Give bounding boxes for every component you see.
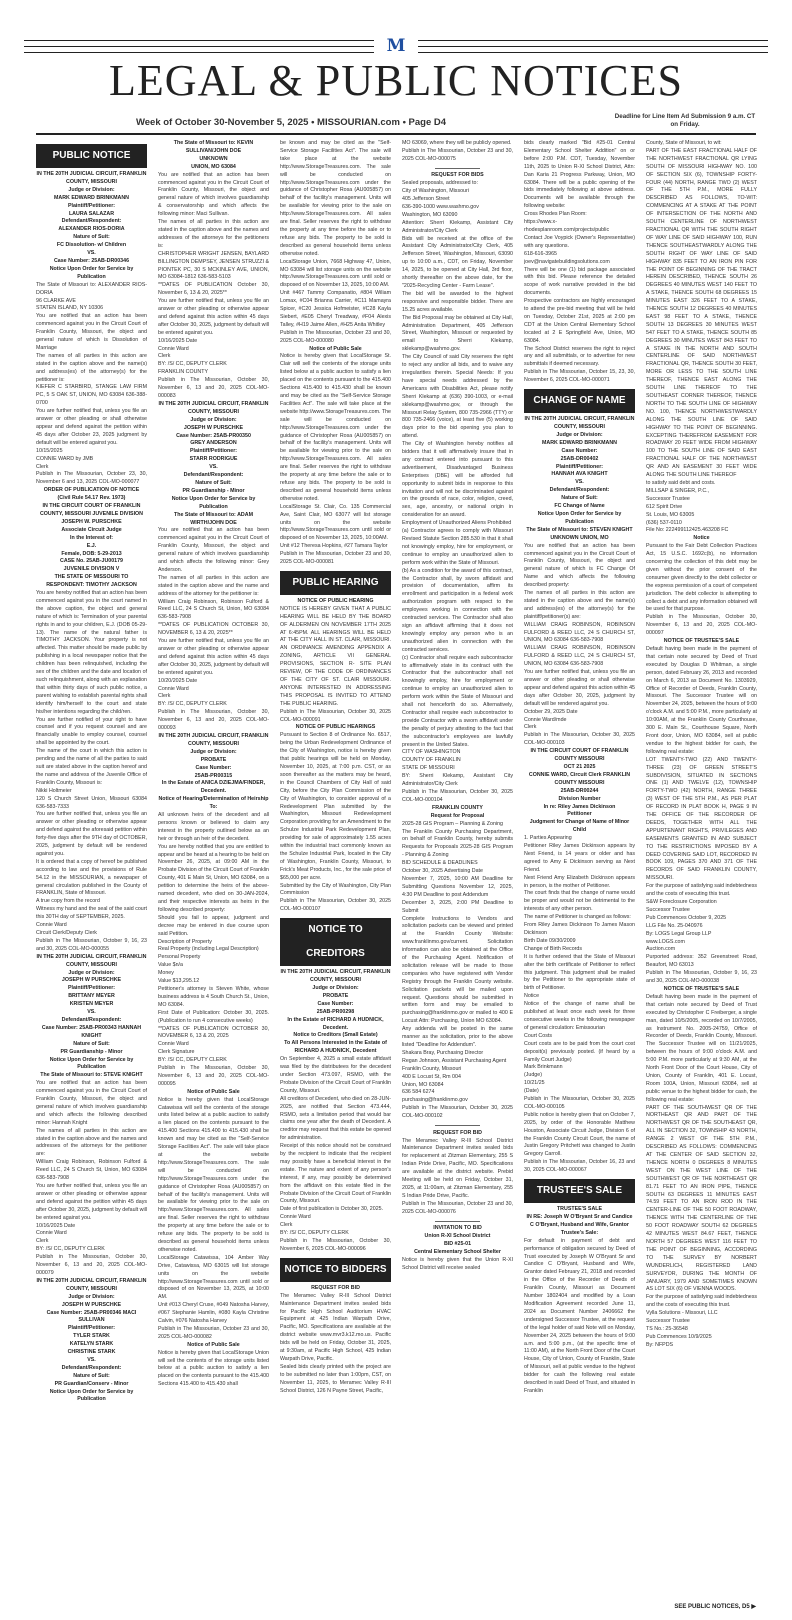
notice-column-3 — [280, 140, 391, 1598]
notice-body: Pursuant to the Fair Debt Collection Practices Act, 15 U.S.C. 1692c(b), no information concerning the collection of this debt may be given without the prior consent of the consumer given directly to the debt collector or the express permission of a court of competent jurisdiction. The debt collector is attempting to collect a debt and any information obtained will be used for that purpose. Publish in The Missourian, October 30, November 6, 13 and 20, 2025 COL-MO-000097 — [646, 543, 757, 637]
notice-body: On September 4, 2025 a small estate affidavit was filed by the distributees for the decedent under Section 473.097, RSMO, with the Probate Division of the Circuit Court of Franklin County, Missouri. All creditors of Decedent, who died on 28-JUN-2025, are notified that Section 473.444, RSMO, sets a limitation period that would bar claims one year after the death of Decedent. A creditor may request that this estate be opened for administration. Receipt of this notice should not be construed by the recipient to indicate that the recipient may possibly have a beneficial interest in the estate. The nature and extent of any person's interest, if any, may possibly be determined from the affidavit on this estate filed in the Probate Division of the Circuit Court of Franklin County, Missouri. Date of first publication is October 30, 2025. Connie Ward Clerk BY: /S/ CC, DEPUTY CLERK Publish in The Missourian, October 30, November 6, 2025 COL-MO-000096 — [280, 1056, 391, 1252]
notice-heading: NOTICE OF TRUSTEE'S SALE — [663, 638, 740, 645]
section-banner: NOTICE TO BIDDERS — [280, 1258, 391, 1282]
notice-body: You are notified that an action has been commenced against you in the Circuit Court of Franklin County, Missouri, the object and general nature of which involves guardianship and which affects the following minor: Grey Anderson. The names of all parties in this action are stated in the caption above and the name and address of the attorney for the petitioner is: William Craig Robinson, Robinson Fulford & Reed LLC, 24 S Church St, Union, MO 63084 636-583-7908 **DATES OF PUBLICATION OCTOBER 30, NOVEMBER 6, 13 & 20, 2025** You are further notified that, unless you file an answer or other pleading or otherwise appear and defend against this action within 45 days after October 30, 2025, judgment by default will be entered against you. 10/20/2025 Date Connie Ward Clerk BY: /S/ CC, DEPUTY CLERK Publish in The Missourian, October 30, November 6, 13 and 20, 2025 COL-MO-000093 — [158, 527, 269, 732]
page-title: LEGAL & PUBLIC NOTICES — [108, 56, 684, 105]
notice-heading: IN THE 20TH JUDICIAL CIRCUIT, FRANKLIN COUNTY, MISSOURI Judge or Division: JOSEPH W PURSCHKE Case Number: 25AB-PR00346 MACI SULLIVAN Plaintiff/Petitioner: TYLER STARK KATELYN STARK CHRISTINE STARK VS. Defendant/Respondent: Nature of Suit: PR Guardian/Conserv - Minor Notice Upon Order for Service by Publication — [36, 1277, 147, 1403]
notice-column-6 — [646, 140, 757, 1598]
notice-body: You are hereby notified that an action has been commenced against you in the court named in the above caption, the object and general nature of which is: Termination of your parental rights in and to your children, E.J. (DOB 05-29-13). The name of the natural father is TIMOTHY JACKSON. Your property is not affected. This matter should be made public by publishing in a local newspaper notice that the children has been relinquished, including the sex of the children and the date and location of such relinquishment, along with an explanation that within thirty days of such public notice, a parent wishing to establish parental rights shall identify him/herself to the court and state his/her intentions regarding the child/ren. You are further notified of your right to have counsel and if you request counsel and are financially unable to employ counsel, counsel shall be appointed by the court. The name of the court in which this action is pending and the name of all the parties to said suit are stated above in the caption hereof and the name and address of the Juvenile Office of Franklin County, Missouri is: Nikki Holtmeier 120 S Church Street Union, Missouri 63084 636-583-7333 You are further notified that, unless you file an answer or other pleading or otherwise appear and defend against the aforesaid petition within forty-five days after the 9TH day of OCTOBER, 2025, judgment by default will be rendered against you. It is ordered that a copy of hereof be published according to law and the provisions of Rule 54.12 in the MISSOURIAN, a newspaper of general circulation published in the County of FRANKLIN, State of Missouri. A true copy from the record Witness my hand and the seal of the said court this 30TH day of SEPTEMBER, 2025. Connie Ward Circuit Clerk/Deputy Clerk Publish in The Missourian, October 9, 16, 23 and 30, 2025 COL-MO-000055 — [36, 590, 147, 952]
notice-divider — [435, 1221, 479, 1222]
notice-heading: Notice — [693, 535, 710, 542]
notice-body: For default in payment of debt and performance of obligation secured by Deed of Trust executed by Joseph W O'Bryant Sr and Candice C O'Bryant, Husband and Wife, Grantor dated February 21, 2018 and recorded in the Office of the Recorder of Deeds of Franklin County, Missouri as Document Number 1802404 and modified by a Loan Modification Agreement recorded June 11, 2024 as Document Number 2406662 the undersigned Successor Trustee, at the request of the legal holder of said Note will on Monday, November 24, 2025 between the hours of 9:00 a.m. and 5:00 p.m., (at the specific time of 11:00 AM), at the North Front Door of the Court House, City of Union, County of Franklin, State of Missouri, sell at public vendue to the highest bidder for cash the following real estate described in said Deed of Trust, and situated in Franklin — [524, 1237, 635, 1394]
section-banner: NOTICE TO CREDITORS — [280, 918, 391, 966]
header-divider — [36, 133, 756, 135]
section-banner: CHANGE OF NAME — [524, 389, 635, 413]
notice-heading: REQUEST FOR BID — [311, 1284, 360, 1291]
notice-body: The State of Missouri to: ALEXANDER RIOS-DORIA 96 CLARKE AVE STATEN ISLAND, NY 10306 You are notified that an action has been commenced against you in the Circuit Court of Franklin County, Missouri, the object and general nature of which is Dissolution of Marriage The names of all parties in this action are stated in the caption above and the name(s) and address(es) of the attorney(s) for the petitioner is: KIEFER C STARBIRD, STANGE LAW FIRM PC, 5 S OAK ST, UNION, MO 63084 636-388-0700 You are further notified that, unless you file an answer or other pleading or shall otherwise appear and defend against the petition within 45 days after October 23, 2025 judgment by default will be entered against you. 10/15/2025 CONNIE WARD by JMB Clerk Publish in The Missourian, October 23, 30, November 6 and 13, 2025 COL-MO-000077 — [36, 281, 147, 486]
notice-heading: FRANKLIN COUNTY Request for Proposal — [430, 804, 485, 819]
notice-body: You are notified that an action has been commenced against you in the Circuit Court of Franklin County, Missouri, the object and general nature of which involves guardianship and which affects the following described minor: Hannah Knight The names of all parties in this action are stated in the caption above and the names and addresses of the attorneys for the petitioner are: William Craig Robinson, Robinson Fulford & Reed LLC, 24 S Church St, Union, MO 63084 636-583-7908 You are further notified that, unless you file an answer or other pleading or otherwise appear and defend against the petition within 45 days after October 30, 2025, judgment by default will be entered against you. 10/16/2025 Date Connie Ward Clerk BY: /S/ CC, DEPUTY CLERK Publish in The Missourian, October 30, November 6, 13 and 20, 2025 COL-MO-000079 — [36, 1080, 147, 1276]
notice-body: Notice is hereby given that the Union R-XI School District will receive sealed — [402, 1256, 513, 1271]
notice-heading: IN THE CIRCUIT COURT OF FRANKLIN COUNTY MISSOURI OCT 21 2025 CONNIE WARD, Circuit Clerk FRANKLIN COUNTY MISSOURI 25AB-DR00244 Division Number In re: Riley James Dickinson Petitioner Judgment for Change of Name of Minor Child — [528, 748, 631, 834]
notice-heading: IN THE 20TH JUDICIAL CIRCUIT, FRANKLIN COUNTY, MISSOURI Judge or Division: MARK EDWARD BRINKMANN Plaintiff/Petitioner: LAURA SALAZAR Defendant/Respondent: ALEXANDER RIOS-DORIA Nature of Suit: FC Dissolution- w/ Children VS. Case Number: 25AB-DR00346 Notice Upon Order for Service by Publication — [36, 171, 147, 280]
notice-body: be known and may be cited as the "Self-Service Storage Facilities Act". The sale will take place at the website http://www.StorageTreasures.com. The sale will be conducted on http://www.StorageTreasures.com under the guidance of Christopher Rosa (AU005857) on behalf of the facility's management. Units will be available for viewing prior to the sale on http://www.StorageTreasures.com. All sales are final. Seller reserves the right to withdraw the property at any time before the sale or to refuse any bids. The property to be sold is described as general household items unless otherwise noted. LocalStorage Union, 7668 Highway 47, Union, MO 63084 will list storage units on the website http://www.StorageTreasures.com until sold or disposed of on November 13, 2025, 10:00 AM. Unit #467 Tammy Companatio, #804 Wiliam Lomax, #C04 Brianna Carrier, #C11 Mamayra Spicer, #C20 Jessica Hofmeister, #C28 Kayla Siebert, #E05 Cheryl Treadway, #F04 Alexis Talley, #H19 Jaime Allen, #H25 Anita Whitley Publish in The Missourian, October 23 and 30, 2025 COL-MO-000080 — [280, 140, 391, 344]
notice-column-1 — [36, 140, 147, 1598]
notice-body: The Meramec Valley R-III School District Maintenance Department invites sealed bids for replacement at Zitzman Elementary, 255 S Indian Pride Drive, Pacific, MO. Specifications are available at the district website. Prebid Meeting will be held on Friday, October 31, 2025, at 11:00am, at Zitzman Elementary, 255 S Indian Pride Drive, Pacific. Publish in The Missourian, October 23 and 30, 2025 COL-MO-000076 — [402, 1137, 513, 1215]
notice-heading: NOTICE OF PUBLIC HEARING — [297, 597, 374, 604]
notice-column-4 — [402, 140, 513, 1598]
notice-body: Default having been made in the payment of that certain note secured by Deed of Trust executed by Douglas D Whitman, a single person, dated February 26, 2013 and recorded on March 6, 2013 as Document No. 1303929, Office of Recorder of Deeds, Franklin County, Missouri. The Successor Trustee will on November 24, 2025, between the hours of 9:00 o'clock A.M. and 5:00 P.M., more particularly at 10:00AM, at the Franklin County Courthouse, 300 E. Main St., Courthouse Square, North Front door, Union, MO 63084, sell at public vendue to the highest bidder for cash, the following real estate: LOT TWENTY-TWO (22) AND TWENTY-THREE (23) OF GREEN STREET'S SUBDIVISION, SITUATED IN SECTIONS ONE (1) AND TWELVE (12), TOWNSHIP FORTY-TWO (42) NORTH, RANGE THREE (3) WEST OF THE 5TH P.M., AS PER PLAT OF RECORD IN PLAT BOOK H, PAGE 9 IN THE OFFICE OF THE RECORDER OF DEEDS, TOGETHER WITH ALL THE APPURTENANT RIGHTS, PRIVILEGES AND EASEMENTS GRANTED IN AND SUBJECT TO THE RESTRICTIONS IMPOSED BY A DEED COVERING SAID LOT, RECORDED IN BOOK 109, PAGES 370 AND 371 OF THE RECORDS OF SAID FRANKLIN COUNTY, MISSOURI. For the purpose of satisfying said indebtedness and the costs of executing this trust. S&W Foreclosure Corporation Successor Trustee Pub Commences October 9, 2025 LLG File No. 25-040976 By: LOGS Legal Group LLP www.LOGS.com Auction.com Purported address: 352 Greenstreet Road, Beaufort, MO 63013 Publish in The Missourian, October 9, 16, 23 and 30, 2025 COL-MO-000038 — [646, 646, 757, 985]
notice-heading: REQUEST FOR BID — [433, 1129, 482, 1136]
notice-body: You are notified that an action has been commenced against you in the Circuit Court of Franklin County, Missouri, the object and general nature of which is FC Change Of Name and which affects the following described property: The names of all parties in this action are stated in the caption above and the name(s) and address(es) of the attorney(s) for the plaintiff/petitioner(s) are: WILLIAM CRAIG ROBINSON, ROBINSON FULFORD & REED LLC, 24 S CHURCH ST, UNION, MO 63084 636-583-7908 WILLIAM CRAIG ROBINSON, ROBINSON FULFORD & REED LLC, 24 S CHURCH ST, UNION, MO 63084 636-583-7908 You are further notified that, unless you file an answer or other pleading or shall otherwise appear and defend against this action within 45 days after October 30, 2025, judgment by default will be rendered against you. October 29, 2025 Date Connie Ward/mde Clerk Publish in The Missourian, October 30, 2025 COL-MO-000103 — [524, 542, 635, 747]
notice-heading: NOTICE OF TRUSTEE'S SALE — [663, 985, 740, 992]
notice-column-2 — [158, 140, 269, 1598]
notice-body: Default having been made in the payment of that certain note secured by Deed of Trust executed by Christopher C Freiberger, a single man, dated 10/5/2005, recorded on 10/7/2005, as Instrument No. 2005-24759, Office of Recorder of Deeds, Franklin County, Missouri. The Successor Trustee will on 11/21/2025, between the hours of 9:00 o'clock A.M. and 5:00 P.M. more particularly at 9:30 AM, at the North Front Door of the Court House, City of Union, County of Franklin, 401 E. Locust, Room 100A, Union, Missouri 63084, sell at public venue to the highest bidder for cash, the following real estate: PART OF THE SOUTHWEST QR OF THE NORTHEAST QR AND PART OF THE NORTHWEST QR OF THE SOUTHEAST QR, ALL IN SECTION 32, TOWNSHIP 43 NORTH, RANGE 2 WEST OF THE 5TH P.M., DESCRIBED AS FOLLOWS: COMMENCING AT THE CENTER OF SAID SECTION 32, THENCE NORTH 0 DEGREES 8 MINUTES WEST ON THE WEST LINE OF THE SOUTHWEST QR OF THE NORTHEAST QR 81.71 FEET TO AN IRON PIPE, THENCE SOUTH 63 DEGREES 11 MINUTES EAST 74.59 FEET TO AN IRON ROD IN THE CENTER-LINE OF THE 50 FOOT ROADWAY, THENCE WITH THE CENTERLINE OF THE 50 FOOT ROADWAY SOUTH 62 DEGREES 42 MINUTES WEST 84.67 FEET, THENCE NORTH 57 DEGREES WEST 116 FEET TO THE POINT OF BEGINNING, ACCORDING TO THE SURVEY BY NORBERT WUNDERLICH, REGISTERED LAND SURVEYOR, DURING THE MONTH OF JANUARY, 1979 AND SOMETIMES KNOWN AS LOT SIX (6) OF VIENNA WOODS. For the purpose of satisfying said indebtedness and the costs of executing this trust. Vylla Solutions - Missouri, LLC Successor Trustee TS No.: 25-36548 Pub Commences 10/9/2025 By: NFPDS — [646, 993, 757, 1348]
notice-body: The Meramec Valley R-III School District Maintenance Department invites sealed bids for Pacific High School Auditorium HVAC Equipment at 425 Indian Warpath Drive, Pacific, MO. Specifications are available at the district website www.mvr3.k12.mo.us. Pacific bids will be held on Friday, October 31, 2025, at 9:30am, at Pacific High School, 425 Indian Warpath Drive, Pacific. Sealed bids clearly printed with the project are to be submitted no later than 1:00pm, CST, on November 11, 2025, to Meramec Valley R-III School District, 126 N Payne Street, Pacific, — [280, 1292, 391, 1394]
notice-body: MO 63069, where they will be publicly opened. Publish in The Missourian, October 23 and 30, 2025 COL-MO-000075 — [402, 140, 513, 162]
notice-body: County, State of Missouri, to wit: PART OF THE EAST FRACTIONAL HALF OF THE NORTHWEST FRACTIONAL QR LYING SOUTH OF MISSOURI HIGHWAY NO. 100 OF SECTION SIX (6), TOWNSHIP FORTY-FOUR (44) NORTH, RANGE TWO (2) WEST OF THE 5TH P.M., MORE FULLY DESCRIBED AS FOLLOWS, TO-WIT: COMMENCING AT A STAKE AT THE POINT OF INTERSECTION OF THE NORTH AND SOUTH CENTERLINE OF NORTHWEST FRACTIONAL QR WITH THE SOUTH RIGHT OF WAY LINE OF SAID HIGHWAY 100, RUN THENCE SOUTHEASTWARDLY ALONG THE SOUTH RIGHT OF WAY LINE OF SAID HIGHWAY 835 FEET TO AN IRON PIN FOR THE POINT OF BEGINNING OF THE TRACT HEREIN DESCRIBED, THENCE SOUTH 26 DEGREES 40 MINUTES WEST 140 FEET TO A STAKE, THENCE SOUTH 68 DEGREES 15 MINUTES EAST 326 FEET TO A STAKE, THENCE SOUTH 12 DEGREES 40 MINUTES EAST 98 FEET TO A STAKE, THENCE SOUTH 13 DEGREES 30 MINUTES WEST 547 FEET TO A STAKE, THENCE SOUTH 85 DEGREES 30 MINUTES WEST 843 FEET TO A STAKE IN THE NORTH AND SOUTH CENTERLINE OF SAID NORTHWEST FRACTIONAL QR, THENCE SOUTH 30 FEET, MORE OR LESS TO THE SOUTH LINE THEREOF, THENCE EAST ALONG THE SOUTH LINE THEREOF TO THE SOUTHEAST CORNER THEREOF, THENCE NORTH TO THE SOUTH LINE OF HIGHWAY NO. 100, THENCE NORTHWESTWARDLY ALONG THE SOUTH LINE OF SAID HIGHWAY TO THE POINT OF BEGINNING. EXCEPTING THEREFROM EASEMENT FOR ROADWAY 20 FEET WIDE FROM HIGHWAY 100 TO THE SOUTH LINE OF SAID EAST FRACTIONAL HALF OF THE NORTHWEST QR AND AN EASEMENT 30 FEET WIDE ALONG THE SOUTH LINE THEREOF to satisfy said debt and costs. MILLSAP & SINGER, P.C., Successor Trustee 612 Spirit Drive St. Louis, MO 63005 (636) 537-0110 File No: 222499112425.463208 FC — [646, 140, 757, 534]
notice-divider — [435, 1125, 479, 1126]
notice-body: Notice is hereby given that LocalStorage St. Clair will sell the contents of the storage units listed below at a public auction to satisfy a lien placed on the contents pursuant to the 415.400 Sections 415.400 to 415.430 shall be known and may be cited as the "Self-Service Storage Facilities Act". The sale will take place at the website http://www.StorageTreasures.com. The sale will be conducted on http://www.StorageTreasures.com under the guidance of Christopher Rosa (AU005857) on behalf of the facility's management. Units will be available for viewing prior to the sale on http://www.StorageTreasures.com. All sales are final. Seller reserves the right to withdraw the property at any time before the sale or to refuse any bids. The property to be sold is described as general household items unless otherwise noted. LocalStorage St. Clair, Co. 135 Commercial Ave, Saint Clair, MO 63077 will list storage units on the website http://www.StorageTreasures.com until sold or disposed of on November 13, 2025, 10:00AM. Unit #12 Theresa Hopkins, #27 Tamara Taylor Publish in The Missourian, October 23 and 30, 2025 COL-MO-000081 — [280, 353, 391, 566]
notice-body: Pursuant to Section 8 of Ordinance No. 6517, being the Urban Redevelopment Ordinance of the City of Washington, notice is hereby given that public hearings will be held on Monday, November 10, 2025, at 7:00 p.m. CST, or as soon thereafter as the matters may be heard, in the Council Chambers of City Hall of said City, before the City Plan Commission of the City of Washington, to consider approval of a Redevelopment Plan submitted by the Washington, Missouri Redevelopment Corporation providing for an Amendment to the Schulze Industrial Park Redevelopment Plan, providing for sale of approximately 1.55 acres within the industrial tract commonly known as the Schulze Industrial Park, located in the City of Washington, Franklin County, Missouri, to Frick's Meat Products, Inc., for the sale price of $65,000 per acre. Submitted by the City of Washington, City Plan Commission Publish in The Missourian, October 30, 2025 COL-MO-000107 — [280, 732, 391, 913]
notice-heading: ORDER OF PUBLICATION OF NOTICE (Civil Rule 54.17 Rev. 1973) IN THE CIRCUIT COURT OF FRANKLIN COUNTY, MISSOURI JUVENILE DIVISION JOSEPH W. PURSCHKE Associate Circuit Judge In the Interest of: E.J. Female, DOB: 5-29-2013 CASE No. 25AB-JU00179 JUVENILE DIVISION V THE STATE OF MISSOURI TO RESPONDENT: TIMOTHY JACKSON — [39, 487, 143, 589]
section-banner: TRUSTEE'S SALE — [524, 1179, 635, 1203]
notice-body: All unknown heirs of the decedent and all persons known or believed to claim any interest in the property outlined below as an heir or through an heir of the decedent. You are hereby notified that you are entitled to appear and be heard at a hearing to be held on November 26, 2025, at 09:00 AM in the Probate Division of the Circuit Court of Franklin County, 401 E Main St, Union, MO 63084, on a petition to determine the heirs of the above-named decedent, who died on 30-JAN-2024, and their respective interests as heirs in the following described property: Should you fail to appear, judgment and decree may be entered in due course upon said Petition. Description of Property Real Property (including Legal Description) Personal Property Value $n/a Money Value $13,295.12 Petitioner's attorney is Steven White, whose business address is 4 South Church St., Union, MO 63084. First Date of Publication: October 30, 2025. (Publication to run 4 consecutive weeks) **DATES OF PUBLICATION OCTOBER 30, NOVEMBER 6, 13 & 20, 2025 Connie Ward Clerk Signature BY: /S/ CC, DEPUTY CLERK Publish in The Missourian, October 30, November 6, 13 and 20, 2025 COL-MO-000095 — [158, 812, 269, 1087]
notice-heading: IN THE 20TH JUDICIAL CIRCUIT, FRANKLIN COUNTY, MISSOURI Judge or Division: PROBATE Case Number: 25AB-PR00298 In the Estate of RICHARD A HUDNICK, Decedent. Notice to Creditors (Small Estate) To All Persons Interested in the Estate of RICHARD A HUDNICK, Decedent — [280, 969, 391, 1055]
missourian-logo-icon: M — [386, 36, 406, 56]
notice-body: You are notified that an action has been commenced against you in the Circuit Court of Franklin County, Missouri, the object and general nature of which involves guardianship & conservatorship and which affects the following minor: Maci Sullivan. The names of all parties in this action are stated in the caption above and the names and addresses of the attorneys for the petitioners is: CHRISTOPHER WRIGHT JENSEN, BAYLARD BILLINGTON DEMPSEY, JENSEN STRUZZI & PIONTEK PC, 30 S MCKINLEY AVE, UNION, MO 63084-1812 636-583-5103 **DATES OF PUBLICATION October 30, November 6, 13 & 20, 2025** You are further notified that, unless you file an answer or other pleading or otherwise appear and defend against this action within 45 days after October 30, 2025, judgment by default will be entered against you. 10/16/2025 Date Connie Ward Clerk BY: /S/ CC, DEPUTY CLERK FRANKLIN COUNTY Publish in The Missourian, October 30, November 6, 13 and 20, 2025 COL-MO-000083 — [158, 171, 269, 399]
notice-heading: Notice of Public Sale — [309, 345, 362, 352]
notice-heading: TRUSTEE'S SALE IN RE: Joseph W O'Bryant Sr and Candice C O'Bryant, Husband and Wife, Grantor Trustee's Sale: — [526, 1206, 633, 1236]
notice-body: 1. Parties Appearing Petitioner Riley James Dickinson appears by Next Friend, is 14 years or older and has agreed to Amy E Dickinson serving as Next Friend. Next Friend Amy Elizabeth Dickinson appears in person, is the mother of Petitioner. The court finds that the change of name would be proper and would not be detrimental to the interests of any other person. The name of Petitioner is changed as follows: From Riley James Dickinson To James Mason Dickinson Birth Date 09/30/2009 Change of Birth Records It is further ordered that the State of Missouri alter the birth certificate of Petitioner to reflect this judgment. This judgment shall be mailed by the Petitioner to the appropriate state of birth of Petitioner. Notice Notice of the change of name shall be published at least once each week for three consecutive weeks in the following newspaper of general circulation: Emissourian Court Costs Court costs are to be paid from the court cost deposit(s) previously posted. (if heard by a Family Court Judge) Mark Brinkmann (Judge) 10/21/25 (Date) Publish in The Missourian, October 30, 2025 COL-MO-000105 — [524, 835, 635, 1110]
notice-heading: IN THE 20TH JUDICIAL CIRCUIT, FRANKLIN COUNTY, MISSOURI Judge or Division: PROBATE Case Number: 25AB-PR00315 In the Estate of ANICA DZIEJMA/FINDER, Decedent. Notice of Hearing/Determination of Heirship To: — [158, 732, 269, 811]
notice-heading: IN THE 20TH JUDICIAL CIRCUIT, FRANKLIN COUNTY, MISSOURI Judge or Division: JOSEPH W PURSCHKE Case Number: 25AB-PR00350 GREY ANDERSON Plaintiff/Petitioner: STARR RODRIGUE VS. Defendant/Respondent: Nature of Suit: PR Guardianship - Minor Notice Upon Order for Service by Publication The State of Missouri to: ADAM WIRTH/JOHN DOE — [158, 400, 269, 526]
notice-body: NOTICE IS HEREBY GIVEN THAT A PUBLIC HEARING WILL BE HELD BY THE BOARD OF ALDERMEN ON NOVEMBER 17TH 2025 AT 6:45PM. ALL HEARINGS WILL BE HELD AT THE CITY HALL IN ST. CLAIR, MISSOURI. AN ORDINANCE AMENDING APPENDIX A ZONING, ARTICLE VII GENERAL PROVISIONS, SECTION R- SITE PLAN REVIEW, OF THE CODE OF ORDINANCES OF THE CITY OF ST. CLAIR MISSOURI. ANYONE INTERESTED IN ADDRESSING THIS PROPOSAL IS INVITED TO ATTEND THE PUBLIC HEARING. Publish in The Missourian, October 30, 2025 COL-MO-000091 — [280, 605, 391, 723]
notice-heading: NOTICE OF PUBLIC HEARINGS — [295, 724, 376, 731]
notice-heading: Notice of Public Sale — [187, 1341, 240, 1348]
notice-body: Sealed proposals, addressed to: City of Washington, Missouri 405 Jefferson Street 636-390-1000 www.washmo.gov Washington, MO 63090 Attention: Sherri Klekamp, Assistant City Administrator/City Clerk Bids will be received at the office of the Assistant City Administrator/City Clerk, 405 Jefferson Street, Washington, Missouri, 63090 up to 10:00 a.m., CDT, on Friday, November 14, 2025, to be opened at City Hall, 3rd floor, shortly thereafter on the above date, for the "2025-Recycling Center - Farm Lease". The bid will be awarded to the highest responsive and responsible bidder. There are 15.25 acres available. The Bid Proposal may be obtained at City Hall, Administration Department, 405 Jefferson Street, Washington, Missouri or requested by email to Sherri Klekamp, sklekamp@washmo.gov. The City Council of said City reserves the right to reject any and/or all bids, and to waive any irregularities therein. Special Needs: If you have special needs addressed by the Americans with Disabilities Act, please notify Sherri Klekamp at (636) 390-1003, or e-mail sklekamp@washmo.gov, or through the Missouri Relay System, 800 735-2966 (TTY) or 800 735-2466 (voice), at least five (5) working days prior to the bid opening you plan to attend. The City of Washington hereby notifies all bidders that it will affirmatively insure that in any contract entered into pursuant to this advertisement, Disadvantaged Business Enterprises (DBE) will be afforded full opportunity to submit bids in response to this invitation and will not be discriminated against on the grounds of race, color, religion, creed, sex, age, ancestry, or national origin in consideration for an award. Employment of Unauthorized Aliens Prohibited (a) Contractor agrees to comply with Missouri Revised Statute Section 285.530 in that it shall not knowingly employ, hire for employment, or continue to employ an unauthorized alien to perform work within the State of Missouri. (b) As a condition for the award of this contract, the Contractor shall, by sworn affidavit and provision of documentation, affirm its enrollment and participation in a federal work authorization program with respect to the employees working in connection with the contracted services. The Contractor shall also sign an affidavit affirming that it does not knowingly employ any person who is an unauthorized alien in connection with the contracted services. (c) Contractor shall require each subcontractor to affirmatively state in its contract with the Contractor that the subcontractor shall not knowingly employ, hire for employment or continue to employ an unauthorized alien to perform work within the State of Missouri and shall not henceforth do so. Alternatively, Contractor shall require each subcontractor to provide Contractor with a sworn affidavit under the penalty of perjury attesting to the fact that the subcontractor's employees are lawfully present in the United States. CITY OF WASHINGTON COUNTY OF FRANKLIN STATE OF MISSOURI BY: Sherri Klekamp, Assistant City Administrator/City Clerk Publish in The Missourian, October 30, 2025 COL-MO-000104 — [402, 180, 513, 803]
notice-heading: The State of Missouri to: KEVIN SULLIVAN/JOHN DOE UNKNOWN UNION, MO 63084 — [173, 140, 254, 170]
notice-heading: REQUEST FOR BIDS — [431, 172, 484, 179]
notice-body: Public notice is hereby given that on October 7, 2025, by order of the Honorable Matthew Houston, Associate Circuit Judge, Division 6 of the Franklin County Circuit Court, the name of Justin Gregory Pritchett was changed to Justin Gregory Carroll. Publish in The Missourian, October 16, 23 and 30, 2025 COL-MO-000067 — [524, 1111, 635, 1174]
masthead-rules — [24, 38, 768, 56]
deadline-note: Deadline for Line Item Ad Submission 9 a.m. CT on Friday. — [614, 113, 756, 128]
notice-body: bids clearly marked "Bid #25-01 Central Elementary School Shelter Addition" on or before 2:00 P.M. CDT, Tuesday, November 11th, 2025 to Union R-XI School District, Attn: Dan Karia 21 Progress Parkway, Union, MO 63084. There will be a public opening of the bids immediately following at above address. Documents will be available through the following website: Cross Rhodes Plan Room: https://www.x-rhodesplanroom.com/projects/public Contact Joe Voypick (Owner's Representative) with any questions. 618-616-3965 joev@navigatebuildingsolutions.com There will be one (1) bid package associated with this bid. Please reference the detailed scope of work narrative provided in the bid documents. Prospective contractors are highly encouraged to attend the pre-bid meeting that will be held on Tuesday, October 21st, 2025 at 2:00 pm CDT at the Union Central Elementary School located at 2 E Springfield Ave, Union, MO 63084. The School District reserves the right to reject any and all submittals, or to advertise for new submittals if deemed necessary. Publish in The Missourian, October 15, 23, 30, November 6, 2025 COL-MO-000071 — [524, 140, 635, 384]
notice-heading: Notice of Public Sale — [187, 1088, 240, 1095]
notice-heading: INVITATION TO BID Union R-XI School District BID #25-01 Central Elementary School Shelter — [414, 1225, 501, 1255]
section-banner: PUBLIC HEARING — [280, 571, 391, 595]
notice-heading: IN THE 20TH JUDICIAL CIRCUIT, FRANKLIN COUNTY, MISSOURI Judge or Division: JOSEPH W PURSCHKE Plaintiff/Petitioner: BRITTANY MEYER KRISTEN MEYER VS. Defendant/Respondent: Case Number: 25AB-PR00343 HANNAH KNIGHT Nature of Suit: PR Guardianship - Minor Notice Upon Order for Service by Publication The State of Missouri to: STEVE KNIGHT — [36, 953, 147, 1079]
edition-line: Week of October 30-November 5, 2025 • MISSOURIAN.com • Page D4 — [135, 117, 447, 128]
notice-column-5 — [524, 140, 635, 1598]
notice-body: Notice is hereby given that LocalStorage Catawissa will sell the contents of the storage units listed below at a public auction to satisfy a lien placed on the contents pursuant to the 415.400 Sections 415.400 to 415.430 shall be known and may be cited as the "Self-Service Storage Facilities Act". The sale will take place at the website http://www.StorageTreasures.com. The sale will be conducted on http://www.StorageTreasures.com under the guidance of Christopher Rosa (AU005857) on behalf of the facility's management. Units will be available for viewing prior to the sale on http://www.StorageTreasures.com. All sales are final. Seller reserves the right to withdraw the property at any time before the sale or to refuse any bids. The property to be sold is described as general household items unless otherwise noted. LocalStorage Catawissa, 104 Amber Way Drive, Catawissa, MO 63015 will list storage units on the website http://www.StorageTreasures.com until sold or disposed of on November 13, 2025, at 10:00 AM. Unit #013 Cheryl Cruse, #049 Natosha Harvey, #067 Stephanie Hamlin, #080 Kayla Christine Calvin, #076 Natosha Harvey Publish in The Missourian, October 23 and 30, 2025 COL-MO-000082 — [158, 1096, 269, 1340]
continued-link[interactable]: SEE PUBLIC NOTICES, D5 ▶ — [674, 1604, 756, 1610]
notice-divider — [435, 168, 479, 169]
notice-body: Notice is hereby given that LocalStorage Union will sell the contents of the storage units listed below at a public auction to satisfy a lien placed on the contents pursuant to the 415.400 Sections 415.400 to 415.430 shall — [158, 1349, 269, 1388]
notice-body: 2025-28 GIS Program – Planning & Zoning The Franklin County Purchasing Department, on behalf of Franklin County, hereby submits Requests for Proposals 2025-28 GIS Program - Planning & Zoning BID SCHEDULE & DEADLINES October 30, 2025 Advertising Date November 7, 2025, 10:00 AM Deadline for Submitting Questions November 12, 2025, 4:30 PM Deadline to post Addendum December 3, 2025, 2:00 PM Deadline to Submit Complete Instructions to Vendors and solicitation packets can be viewed and printed at the Franklin County Website: www.franklinmo.gov/current. Solicitation information can also be obtained at the Office of the Purchasing Agent. Notification of solicitation release will be made to those companies who have registered with Vendor Registry through the Franklin County website. Solicitation packets will be mailed upon request. Questions should be submitted in written form and may be emailed to purchasing@franklinmo.gov or mailed to 400 E Locust Attn: Purchasing, Union MO 63084. Any addenda will be posted in the same manner as the solicitation, prior to the above listed "Deadline for Addendum". Shakara Bray, Purchasing Director Regan Johnson, Assistant Purchasing Agent Franklin County, Missouri 400 E Locust St, Rm 004 Union, MO 63084 636 584 6274 purchasing@franklinmo.gov Publish in The Missourian, October 30, 2025 COL-MO-000102 — [402, 820, 513, 1120]
notice-heading: IN THE 20TH JUDICIAL CIRCUIT, FRANKLIN COUNTY, MISSOURI Judge or Division: MARK EDWARD BRINKMANN Case Number: 25AB-DR00402 Plaintiff/Petitioner: HANNAH AVA KNIGHT VS. Defendant/Respondent: Nature of Suit: FC Change of Name Notice Upon Order for Service by Publication The State of Missouri to: STEVEN KNIGHT UNKNOWN UNION, MO — [524, 416, 635, 541]
section-banner: PUBLIC NOTICE — [36, 144, 147, 168]
